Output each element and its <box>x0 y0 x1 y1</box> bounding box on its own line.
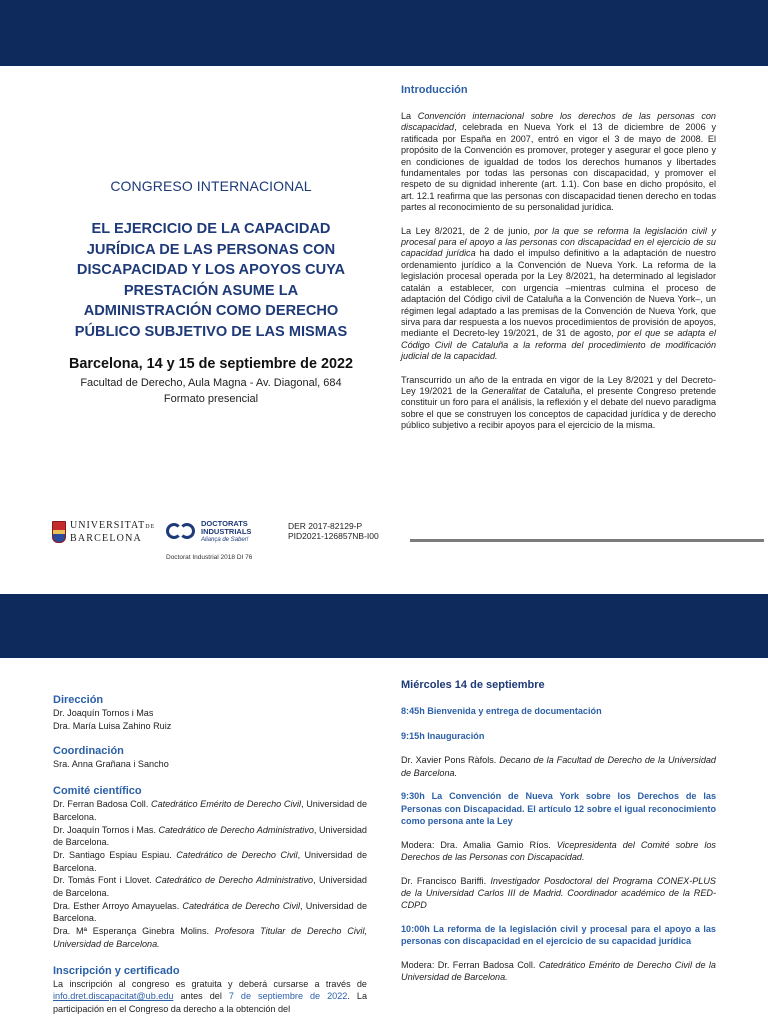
di-tagline: Aliança de Saber! <box>201 537 249 543</box>
coordinacion-title: Coordinación <box>53 745 124 758</box>
program-speaker: Dr. Xavier Pons Ràfols. Decano de la Facultad de Derecho de la Universidad de Barcelona. <box>401 755 716 778</box>
program-speaker: Modera: Dr. Ferran Badosa Coll. Catedrático Emérito de Derecho Civil de la Universidad de Barcelona. <box>401 960 716 983</box>
program-speaker: Modera: Dra. Amalia Gamio Ríos. Vicepresidenta del Comité sobre los Derechos de las Personas con Discapacidad. <box>401 840 716 863</box>
program-session: 9:30h La Convención de Nueva York sobre los Derechos de las Personas con Discapacidad. El artículo 12 sobre el igual reconocimiento como persona ante la Ley <box>401 791 716 827</box>
ub-logo <box>52 520 155 544</box>
di-line2: INDUSTRIALS <box>201 527 252 536</box>
di-line1: DOCTORATS <box>201 519 248 528</box>
direccion-item: Dr. Joaquín Tornos i Mas <box>53 708 154 718</box>
congress-label: CONGRESO INTERNACIONAL <box>110 178 312 194</box>
deadline-date: 7 de septiembre de 2022 <box>228 991 348 1002</box>
project-code: PID2021-126857NB-I00 <box>288 531 379 541</box>
title-line: PÚBLICO SUBJETIVO DE LAS MISMAS <box>74 323 348 340</box>
direccion-title: Dirección <box>53 694 104 706</box>
di-caption: Doctorat Industrial 2018 DI 76 <box>166 554 253 561</box>
header-band <box>0 0 768 66</box>
comite-member: Dr. Tomás Font i Llovet. Catedrático de Derecho Administrativo, Universidad de Barcelona. <box>53 875 367 899</box>
inscripcion-text: La inscripción al congreso es gratuita y deberá cursarse a través de info.dret.discapacitat@ub.edu antes del 7 de septiembre de 2022. La participación en el Congreso da derecho a la obtención del <box>53 978 368 1014</box>
title-line: JURÍDICA DE LAS PERSONAS CON <box>86 241 336 258</box>
inscripcion-title: Inscripción y certificado <box>53 964 180 977</box>
section-band <box>0 594 768 658</box>
introduction <box>401 84 716 432</box>
project-codes <box>288 521 379 541</box>
comite-member: Dr. Santiago Espiau Espiau. Catedrático de Derecho Civil, Universidad de Barcelona. <box>53 849 368 873</box>
title-line: EL EJERCICIO DE LA CAPACIDAD <box>91 221 331 237</box>
coordinacion-item: Sra. Anna Grañana i Sancho <box>53 759 169 770</box>
comite-member: Dra. Mª Esperança Ginebra Molins. Profesora Titular de Derecho Civil, Universidad de Barcelona. <box>53 926 367 949</box>
intro-paragraph: La Convención internacional sobre los derechos de las personas con discapacidad, celebrada en Nueva York el 13 de diciembre de 2006 y ratificada por España en 2007, entró en vigor el 3 de mayo de 2008. El propósito de la Convención es promover, proteger y asegurar el goce pleno y en condiciones de igualdad de todos los derechos humanos y libertades fundamentales por todas las personas con discapacidad, y promover el respeto de su dignidad inherente (art. 1.1). Con base en dicho propósito, el art. 12.1 reafirma que las personas con discapacidad tienen derecho en todas partes al reconocimiento de su personalidad jurídica. <box>401 111 716 213</box>
registration-email-link[interactable]: info.dret.discapacitat@ub.edu <box>53 991 174 1002</box>
comite-member: Dr. Joaquín Tornos i Mas. Catedrático de Derecho Administrativo, Universidad de Barcelona. <box>53 824 367 848</box>
divider <box>410 539 764 542</box>
ub-de: DE <box>145 524 156 530</box>
title-line: ADMINISTRACIÓN COMO DERECHO <box>83 303 339 319</box>
program-day: Miércoles 14 de septiembre <box>401 679 545 691</box>
organization <box>53 694 367 1016</box>
logos-row <box>52 518 382 566</box>
program-session: 9:15h Inauguración <box>401 730 485 741</box>
program-speaker: Dr. Francisco Bariffi. Investigador Posdoctoral del Programa CONEX-PLUS de la Universidad Carlos III de Madrid. Coordinador académico de la RED-CDPD <box>401 875 716 911</box>
program-session: 10:00h La reforma de la legislación civil y procesal para el apoyo a las personas con discapacidad en el ejercicio de su capacidad jurídica <box>401 923 716 947</box>
ub-shield-icon <box>52 521 66 543</box>
ub-name-line2: BARCELONA <box>70 533 142 544</box>
project-code: DER 2017-82129-P <box>288 521 363 531</box>
intro-heading: Introducción <box>401 84 468 96</box>
program-session: 8:45h Bienvenida y entrega de documentación <box>401 706 602 716</box>
doctorats-industrials-logo <box>166 520 251 544</box>
ub-name-line1: UNIVERSITAT <box>70 520 146 531</box>
title-line: PRESTACIÓN ASUME LA <box>123 282 299 299</box>
comite-title: Comité científico <box>53 785 142 798</box>
format: Formato presencial <box>163 393 259 405</box>
venue: Facultad de Derecho, Aula Magna - Av. Diagonal, 684 <box>80 377 342 389</box>
congress-title <box>40 219 382 342</box>
comite-member: Dr. Ferran Badosa Coll. Catedrático Emérito de Derecho Civil, Universidad de Barcelona. <box>53 799 367 822</box>
direccion-item: Dra. María Luisa Zahino Ruiz <box>53 720 172 731</box>
intro-paragraph: Transcurrido un año de la entrada en vigor de la Ley 8/2021 y del Decreto-Ley 19/2021 de la Generalitat de Cataluña, el presente Congreso pretende constituir un foro para el análisis, la reflexión y el debate del nuevo paradigma sobre el que se construyen los conceptos de capacidad jurídica y de derecho público subjetivo a recibir apoyos para el ejercicio de la misma. <box>401 374 716 431</box>
program <box>401 679 716 984</box>
place-date: Barcelona, 14 y 15 de septiembre de 2022 <box>69 356 353 372</box>
doctorats-icon <box>166 521 198 543</box>
comite-member: Dra. Esther Arroyo Amayuelas. Catedrática de Derecho Civil, Universidad de Barcelona. <box>53 900 368 924</box>
intro-paragraph: La Ley 8/2021, de 2 de junio, por la que se reforma la legislación civil y procesal para el apoyo a las personas con discapacidad en el ejercicio de su capacidad jurídica ha dado el impulso definitivo a la adaptación de nuestro ordenamiento jurídico a la Convención de Nueva York. La reforma de la legislación procesal operada por la Ley 8/2021, ha determinado al legislador catalán a establecer, con urgencia –mientras culmina el proceso de adaptación del Código civil de Cataluña a la Convención de Nueva York–, un régimen legal adaptado a las premisas de la Convención de Nueva York, que sirva para dar respuesta a los nuevos procedimientos de provisión de apoyos, mediante el Decreto-ley 19/2021, de 31 de agosto, por el que se adapta el Código Civil de Cataluña a la reforma del procedimiento de modificación judicial de la capacidad. <box>401 225 716 362</box>
title-line: DISCAPACIDAD Y LOS APOYOS CUYA <box>76 262 346 278</box>
